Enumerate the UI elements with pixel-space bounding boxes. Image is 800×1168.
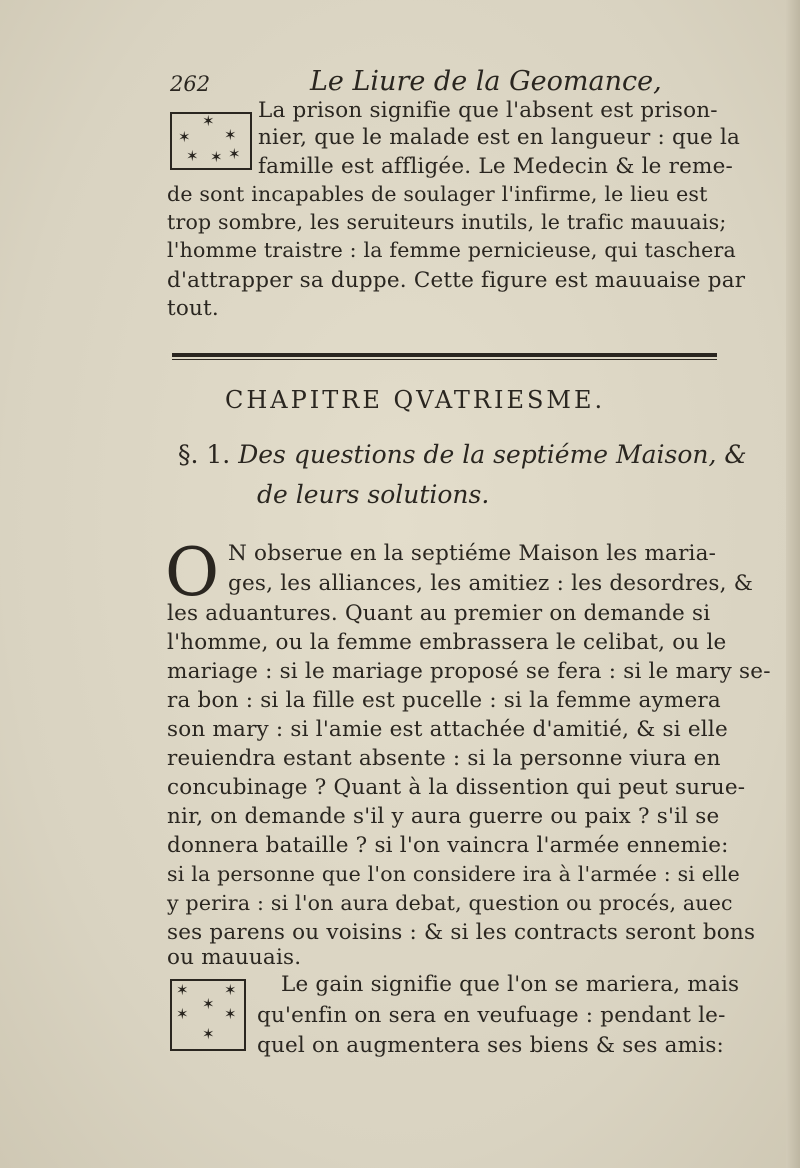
text-line: reuiendra estant absente : si la personne viura en	[167, 746, 721, 771]
text-line: mariage : si le mariage proposé se fera : si le mary se-	[167, 659, 771, 684]
text-line: nier, que le malade est en langueur : que la	[258, 125, 741, 150]
text-line: de sont incapables de soulager l'infirme, le lieu est	[167, 182, 708, 206]
text-line: les aduantures. Quant au premier on demande si	[167, 601, 711, 626]
section-title-part1: Des questions de la septiéme Maison, &	[238, 440, 747, 469]
page-number: 262	[170, 72, 211, 96]
text-line: donnera bataille ? si l'on vaincra l'armée ennemie:	[167, 833, 729, 858]
text-line: ses parens ou voisins : & si les contracts seront bons	[167, 920, 756, 945]
geomantic-figure-gain-icon: ✶ ✶ ✶ ✶ ✶ ✶	[170, 979, 246, 1051]
text-line: quel on augmentera ses biens & ses amis:	[257, 1033, 725, 1058]
text-line: l'homme traistre : la femme pernicieuse, qui taschera	[167, 238, 736, 262]
drop-cap: O	[165, 534, 220, 611]
text-line: concubinage ? Quant à la dissention qui peut surue-	[167, 775, 746, 800]
text-line: si la personne que l'on considere ira à l'armée : si elle	[167, 862, 740, 886]
text-line: famille est affligée. Le Medecin & le reme-	[258, 154, 733, 179]
section-divider	[172, 353, 717, 357]
text-line: N obserue en la septiéme Maison les maria-	[228, 541, 717, 566]
section-number: §. 1.	[178, 440, 231, 469]
section-heading-line2: de leurs solutions.	[257, 480, 490, 509]
text-line: l'homme, ou la femme embrassera le celibat, ou le	[167, 630, 727, 655]
text-line: y perira : si l'on aura debat, question ou procés, auec	[167, 891, 733, 915]
text-line: La prison signifie que l'absent est prison-	[258, 98, 718, 123]
running-title: Le Liure de la Geomance,	[310, 66, 662, 97]
section-divider-thin	[172, 359, 717, 360]
text-line: nir, on demande s'il y aura guerre ou paix ? s'il se	[167, 804, 720, 829]
text-line: son mary : si l'amie est attachée d'amitié, & si elle	[167, 717, 728, 742]
chapter-title: CHAPITRE QVATRIESME.	[225, 386, 606, 414]
page-header	[170, 66, 730, 100]
text-line: qu'enfin on sera en veufuage : pendant le-	[257, 1003, 726, 1028]
geomantic-figure-prison-icon: ✶ ✶ ✶ ✶ ✶ ✶	[170, 112, 252, 170]
text-line: ou mauuais.	[167, 945, 302, 970]
text-line: d'attrapper sa duppe. Cette figure est mauuaise par	[167, 268, 746, 293]
text-line: ges, les alliances, les amitiez : les desordres, &	[228, 571, 754, 596]
page-edge	[786, 0, 800, 1168]
text-line: ra bon : si la fille est pucelle : si la femme aymera	[167, 688, 721, 713]
text-line: trop sombre, les seruiteurs inutils, le trafic mauuais;	[167, 210, 727, 234]
section-heading-line1	[178, 440, 747, 469]
text-line: Le gain signifie que l'on se mariera, mais	[281, 972, 740, 997]
text-line: tout.	[167, 296, 219, 321]
